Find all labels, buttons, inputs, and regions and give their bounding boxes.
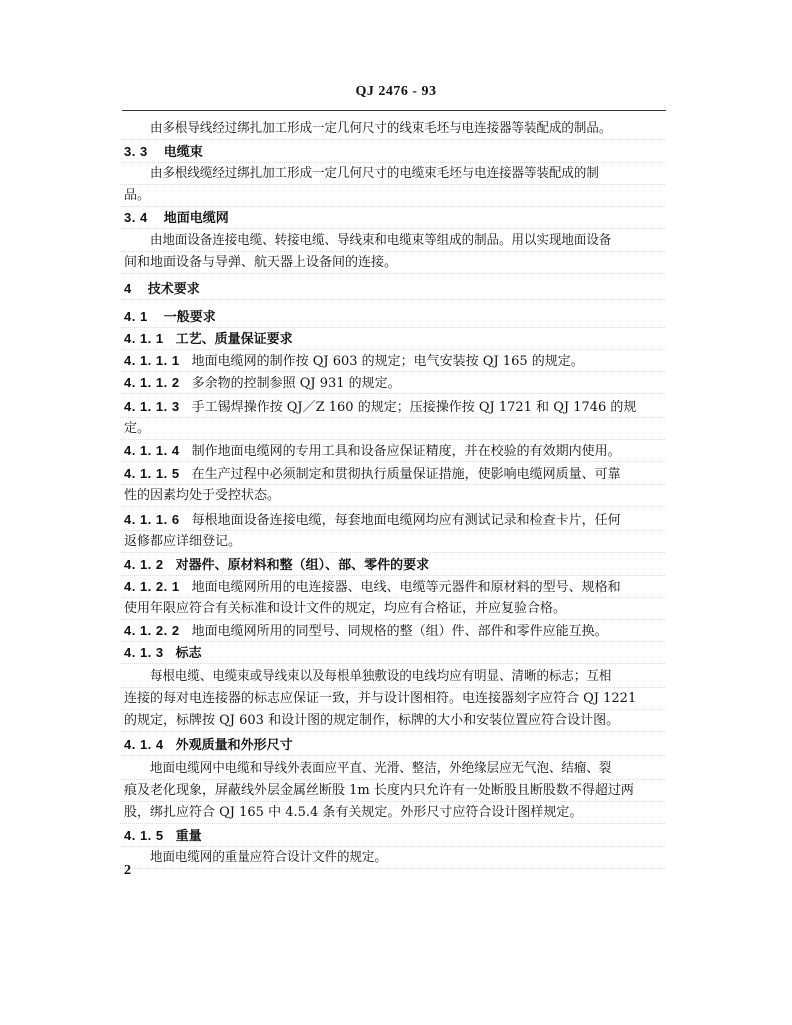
paragraph-text: 的规定，标牌按 QJ 603 和设计图的规定制作，标牌的大小和安装位置应符合设计图。 [124, 713, 620, 728]
scan-artifact-line [120, 846, 665, 847]
paragraph-text: 制作地面电缆网的专用工具和设备应保证精度，并在校验的有效期内使用。 [191, 444, 621, 459]
page-number: 2 [124, 863, 131, 878]
scan-artifact-line [120, 273, 665, 274]
text-line [124, 600, 664, 618]
section-line [124, 465, 664, 483]
text-line [124, 420, 664, 438]
section-line [124, 209, 664, 227]
scan-artifact-line [120, 731, 665, 732]
section-number: 4. 1. 1. 5 [124, 466, 180, 481]
text-line [150, 120, 668, 138]
scan-artifact-line [120, 552, 665, 553]
paragraph-text: 地面电缆网中电缆和导线外表面应平直、光滑、整洁，外绝缘层应无气泡、结瘤、裂 [150, 761, 612, 776]
section-heading: 重量 [175, 829, 202, 844]
paragraph-text: 在生产过程中必须制定和贯彻执行质量保证措施，使影响电缆网质量、可靠 [191, 467, 621, 482]
section-number: 4. 1. 1. 2 [124, 375, 180, 390]
paragraph-text: 定。 [124, 421, 151, 436]
scan-artifact-line [120, 687, 665, 688]
paragraph-text: 每根地面设备连接电缆，每套地面电缆网均应有测试记录和检查卡片，任何 [191, 513, 621, 528]
header-rule [122, 110, 666, 111]
text-line [124, 804, 664, 822]
section-heading: 一般要求 [163, 310, 216, 325]
paragraph-text: 连接的每对电连接器的标志应保证一致，并与设计图相符。电连接器刻字应符合 QJ 1221 [124, 691, 637, 706]
scan-artifact-line [120, 801, 665, 802]
section-line [124, 280, 664, 298]
text-line [150, 849, 668, 867]
text-line [124, 487, 664, 505]
section-line [124, 442, 664, 460]
scan-artifact-line [120, 327, 665, 328]
paragraph-text: 返修都应详细登记。 [124, 534, 242, 549]
section-line [124, 374, 664, 392]
section-number: 4. 1. 1. 6 [124, 512, 180, 527]
paragraph-text: 股，绑扎应符合 QJ 165 中 4.5.4 条有关规定。外形尺寸应符合设计图样规定。 [124, 805, 583, 820]
scan-artifact-line [120, 641, 665, 642]
scan-artifact-line [120, 139, 665, 140]
scan-artifact-line [120, 184, 665, 185]
section-line [124, 352, 664, 370]
section-number: 4. 1. 2 [124, 557, 164, 572]
scan-artifact-line [120, 619, 665, 620]
scan-artifact-line [120, 461, 665, 462]
section-number: 4. 1. 2. 2 [124, 623, 180, 638]
paragraph-text: 地面电缆网的制作按 QJ 603 的规定；电气安装按 QJ 165 的规定。 [191, 354, 584, 369]
text-line [124, 533, 664, 551]
text-line [124, 690, 664, 708]
paragraph-text: 痕及老化现象，屏蔽线外层金属丝断股 1m 长度内只允许有一处断股且断股数不得超过两 [124, 783, 634, 798]
scan-artifact-line [120, 709, 665, 710]
paragraph-text: 地面电缆网的重量应符合设计文件的规定。 [150, 850, 387, 865]
text-line [150, 232, 668, 250]
section-number: 4. 1. 3 [124, 645, 164, 660]
section-line [124, 330, 664, 348]
text-line [124, 712, 664, 730]
paragraph-text: 每根电缆、电缆束或导线束以及每根单独敷设的电线均应有明显、清晰的标志；互相 [150, 669, 612, 684]
section-line [124, 644, 664, 662]
section-heading: 地面电缆网 [163, 211, 229, 226]
section-line [124, 736, 664, 754]
section-line [124, 511, 664, 529]
section-heading: 外观质量和外形尺寸 [175, 738, 293, 753]
scan-artifact-line [120, 349, 665, 350]
section-line [124, 622, 664, 640]
scan-artifact-line [120, 663, 665, 664]
scan-artifact-line [120, 371, 665, 372]
paragraph-text: 使用年限应符合有关标准和设计文件的规定，均应有合格证，并应复验合格。 [124, 601, 567, 616]
scan-artifact-line [120, 439, 665, 440]
paragraph-text: 地面电缆网所用的同型号、同规格的整（组）件、部件和零件应能互换。 [191, 624, 608, 639]
section-heading: 对器件、原材料和整（组）、部、零件的要求 [175, 558, 430, 573]
text-line [150, 668, 668, 686]
scan-artifact-line [120, 530, 665, 531]
scan-artifact-line [120, 597, 665, 598]
paragraph-text: 间和地面设备与导弹、航天器上设备间的连接。 [124, 255, 398, 270]
section-number: 3. 3 [124, 144, 148, 159]
scan-artifact-line [120, 575, 665, 576]
section-line [124, 578, 664, 596]
section-line [124, 556, 664, 574]
paragraph-text: 由多根导线经过绑扎加工形成一定几何尺寸的线束毛坯与电连接器等装配成的制品。 [150, 121, 612, 136]
section-number: 4. 1 [124, 309, 148, 324]
section-heading: 电缆束 [163, 145, 203, 160]
paragraph-text: 多余物的控制参照 QJ 931 的规定。 [191, 376, 401, 391]
scan-artifact-line [120, 251, 665, 252]
scan-artifact-line [120, 206, 665, 207]
section-line [124, 308, 664, 326]
scan-artifact-line [120, 484, 665, 485]
section-number: 4. 1. 1 [124, 331, 164, 346]
scan-artifact-line [120, 299, 665, 300]
text-line [124, 187, 664, 205]
section-heading: 标志 [175, 646, 202, 661]
section-number: 4. 1. 2. 1 [124, 579, 180, 594]
document-header: QJ 2476 - 93 [355, 84, 437, 99]
text-line [124, 782, 664, 800]
scan-artifact-line [120, 162, 665, 163]
section-number: 3. 4 [124, 210, 148, 225]
section-number: 4. 1. 4 [124, 737, 164, 752]
scan-artifact-line [120, 417, 665, 418]
section-number: 4 [124, 281, 132, 296]
section-number: 4. 1. 1. 1 [124, 353, 180, 368]
paragraph-text: 地面电缆网所用的电连接器、电线、电缆等元器件和原材料的型号、规格和 [191, 580, 621, 595]
scan-artifact-line [120, 779, 665, 780]
paragraph-text: 性的因素均处于受控状态。 [124, 488, 281, 503]
section-line [124, 143, 664, 161]
section-heading: 工艺、质量保证要求 [175, 332, 293, 347]
paragraph-text: 品。 [124, 188, 151, 203]
paragraph-text: 由地面设备连接电缆、转接电缆、导线束和电缆束等组成的制品。用以实现地面设备 [150, 233, 612, 248]
scan-artifact-line [120, 868, 665, 869]
text-line [150, 760, 668, 778]
text-line [150, 165, 668, 183]
scan-artifact-line [120, 228, 665, 229]
paragraph-text: 由多根线缆经过绑扎加工形成一定几何尺寸的电缆束毛坯与电连接器等装配成的制 [150, 166, 599, 181]
section-number: 4. 1. 1. 4 [124, 443, 180, 458]
section-line [124, 827, 664, 845]
scan-artifact-line [120, 755, 665, 756]
section-heading: 技术要求 [147, 282, 200, 297]
text-line [124, 254, 664, 272]
section-line [124, 398, 664, 416]
section-number: 4. 1. 5 [124, 828, 164, 843]
section-number: 4. 1. 1. 3 [124, 399, 180, 414]
scan-artifact-line [120, 823, 665, 824]
paragraph-text: 手工锡焊操作按 QJ／Z 160 的规定；压接操作按 QJ 1721 和 QJ 1746 的规 [191, 400, 637, 415]
scan-artifact-line [120, 393, 665, 394]
scan-artifact-line [120, 506, 665, 507]
